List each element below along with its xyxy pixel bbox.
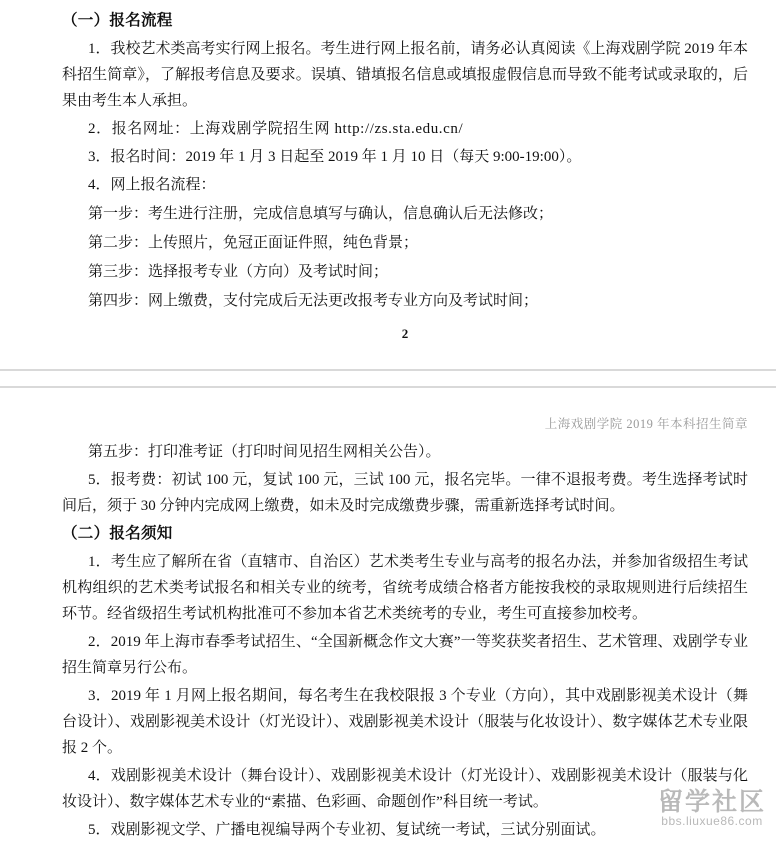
notice-paragraph-5: 5．戏剧影视文学、广播电视编导两个专业初、复试统一考试，三试分别面试。 [88,822,606,838]
page-divider-bottom [0,386,776,388]
notice-paragraph-4: 4．戏剧影视美术设计（舞台设计）、戏剧影视美术设计（灯光设计）、戏剧影视美术设计（服装与化妆设计）、数字媒体艺术专业的“素描、色彩画、命题创作”科目统一考试。 [62,768,748,810]
page-number: 2 [401,326,409,341]
step-five: 第五步：打印准考证（打印时间见招生网相关公告）。 [88,444,441,460]
watermark [658,789,766,828]
watermark-url-text: bbs.liuxue86.com [661,814,763,829]
paragraph-exam-fee: 5．报考费：初试 100 元，复试 100 元，三试 100 元，报名完毕。一律不退报考费。考生选择考试时间后，须于 30 分钟内完成网上缴费，如未及时完成缴费步骤，需重新选择考试时间。 [62,472,748,514]
notice-paragraph-2: 2．2019 年上海市春季考试招生、“全国新概念作文大赛”一等奖获奖者招生、艺术管理、戏剧学专业招生简章另行公布。 [62,634,748,676]
page-two-content [0,390,776,843]
notice-paragraph-3: 3．2019 年 1 月网上报名期间，每名考生在我校限报 3 个专业（方向），其中戏剧影视美术设计（舞台设计）、戏剧影视美术设计（灯光设计）、戏剧影视美术设计（服装与化妆设计）、数字媒体艺术专业限报 2 个。 [62,688,748,756]
section-title-registration-notice: （二）报名须知 [62,525,173,542]
step-three: 第三步：选择报考专业（方向）及考试时间； [88,264,389,280]
paragraph-1: 1．我校艺术类高考实行网上报名。考生进行网上报名前，请务必认真阅读《上海戏剧学院 2019 年本科招生简章》，了解报考信息及要求。误填、错填报名信息或填报虚假信息而导致不能考试或录取的，后果由考生本人承担。 [62,41,749,109]
page-one-fragment [0,0,776,366]
paragraph-2-website: 2．报名网址：上海戏剧学院招生网 http://zs.sta.edu.cn/ [88,121,464,137]
section-title-registration-process: （一）报名流程 [62,12,173,29]
watermark-main-text: 留学社区 [657,788,766,817]
step-two: 第二步：上传照片，免冠正面证件照，纯色背景； [88,235,419,251]
paragraph-4-online-flow: 4．网上报名流程： [88,177,216,193]
paragraph-3-time: 3．报名时间：2019 年 1 月 3 日起至 2019 年 1 月 10 日（每天 9:00-19:00）。 [88,149,582,165]
running-head: 上海戏剧学院 2019 年本科招生简章 [544,417,748,431]
step-four: 第四步：网上缴费，支付完成后无法更改报考专业方向及考试时间； [88,293,539,309]
page-divider-top [0,369,776,371]
page-two-fragment [0,390,776,838]
page-one-content [0,8,776,342]
step-one: 第一步：考生进行注册，完成信息填写与确认，信息确认后无法修改； [88,206,554,222]
notice-paragraph-1: 1．考生应了解所在省（直辖市、自治区）艺术类考生专业与高考的报名办法，并参加省级招生考试机构组织的艺术类考试报名和相关专业的统考，省统考成绩合格者方能按我校的录取规则进行后续招生环节。经省级招生考试机构批准可不参加本省艺术类统考的专业，考生可直接参加校考。 [62,554,748,622]
